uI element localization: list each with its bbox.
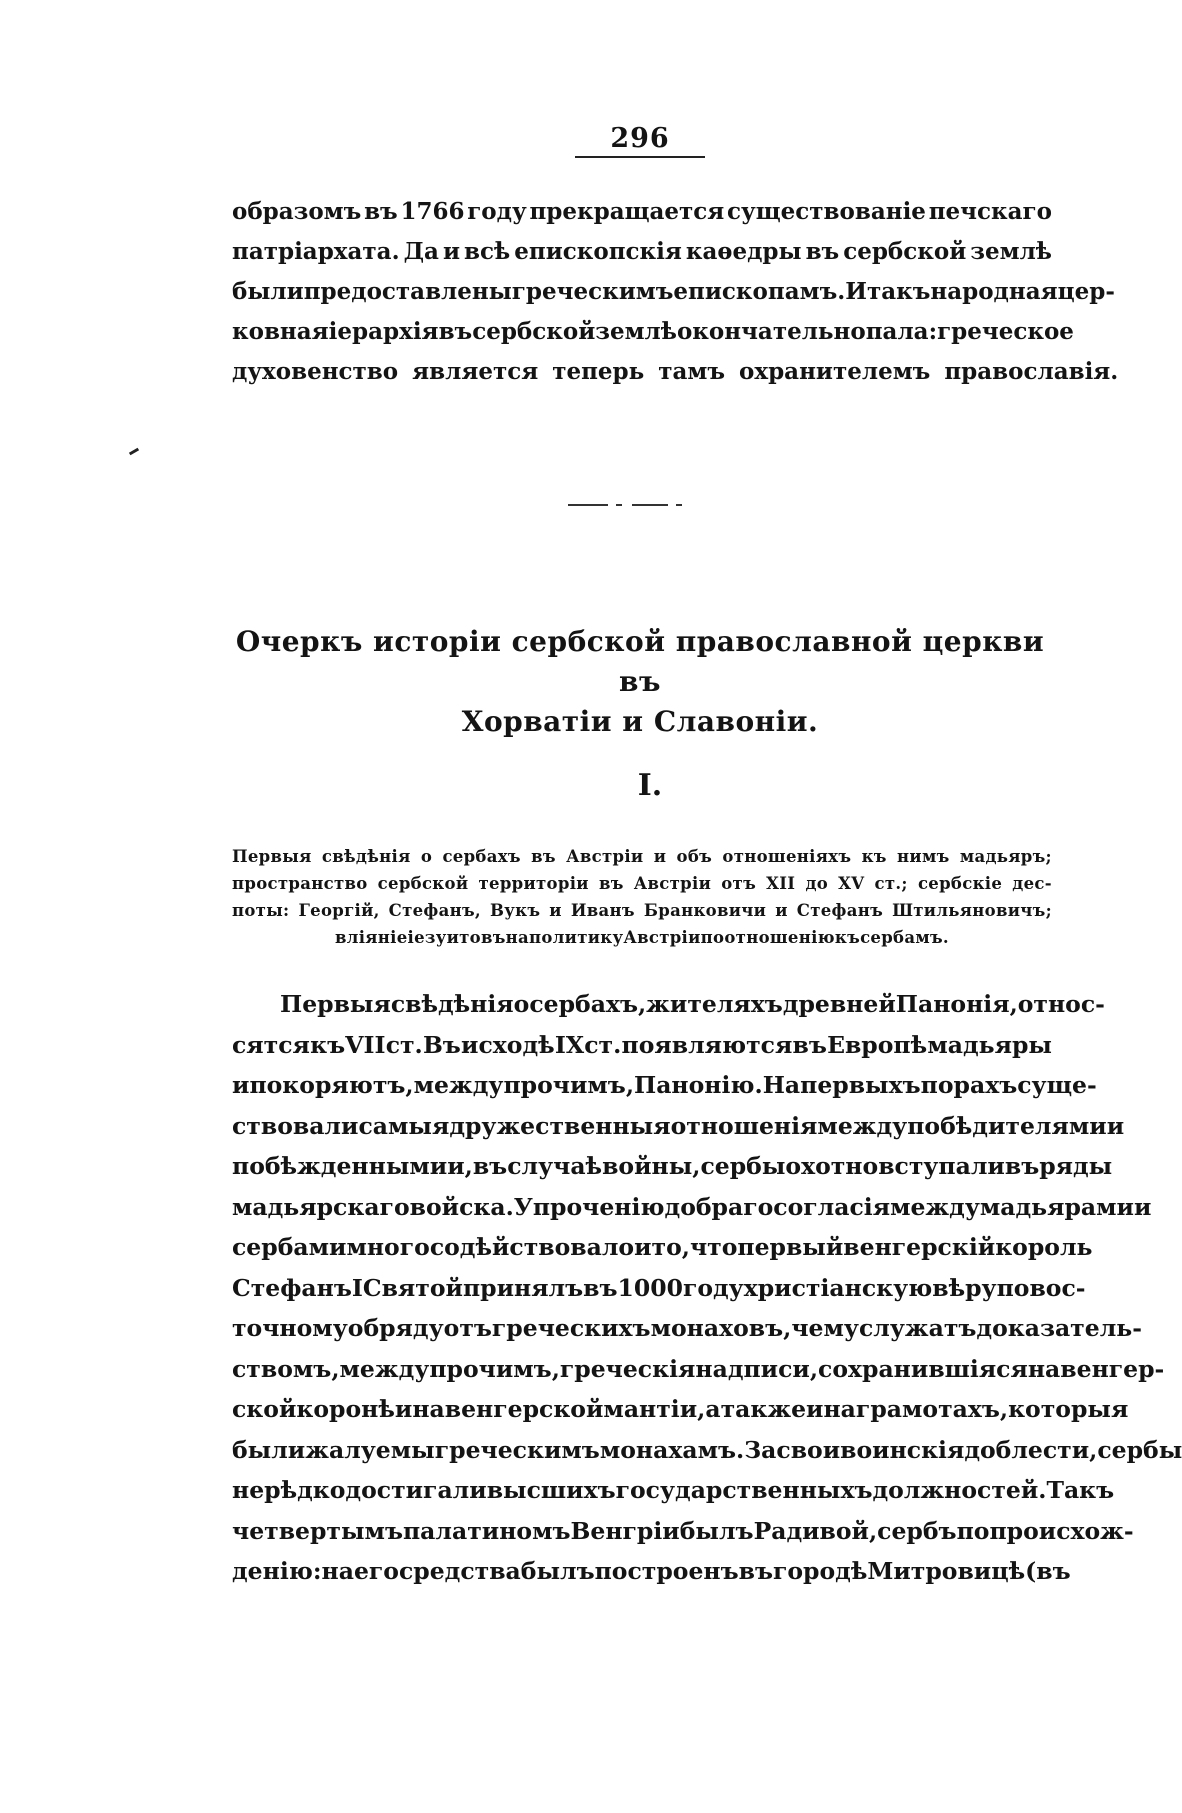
word: Радивой, [753,1516,878,1545]
word: въ [738,1557,773,1585]
word: сербской [377,874,469,893]
word: и [1134,1192,1152,1221]
word: И [845,278,867,305]
text-line [232,897,1052,924]
word: монахамъ. [599,1435,745,1464]
word: каѳедры [685,238,802,265]
word: сербамъ. [860,928,949,947]
word: прочимъ, [429,1354,560,1383]
text-line [232,1470,1115,1511]
word: и [394,1395,413,1423]
word: греческимъ [434,1435,600,1464]
word: цер- [1057,278,1115,305]
word: надписи, [695,1354,819,1383]
word: вступали [878,1152,1005,1180]
word: высшихъ [486,1476,616,1504]
word: въ [438,318,473,345]
word: пространство [232,874,368,893]
body-paragraph [232,984,1182,1592]
word: Стефанъ [796,901,884,920]
word: венгерскій [843,1233,996,1261]
word: Упроченію [513,1192,665,1221]
text-line [232,843,1052,870]
word: относ- [1017,990,1105,1018]
word: по [956,1516,990,1545]
word: греческое [937,318,1074,345]
word: Штильяновичъ; [892,901,1052,920]
word: Бранковичи [643,901,767,920]
word: ствовали [232,1111,359,1140]
word: къ [861,847,887,866]
text-line [232,1227,1093,1268]
word: сохранившіяся [818,1354,1028,1383]
text-line [232,1308,1142,1349]
word: объ [676,847,713,866]
word: нимъ [897,847,950,866]
word: и, [447,1152,473,1180]
word: IX [554,1030,585,1059]
word: народная [930,278,1058,305]
word: сербы [700,1152,786,1180]
page-number: 296 [575,122,705,158]
word: на [505,928,530,947]
word: добраго [664,1192,774,1221]
word: отъ [721,874,757,893]
word: епископскія [514,238,682,265]
word: сербской [843,238,967,265]
word: христіанскую [743,1273,933,1302]
word: по [996,1273,1030,1302]
word: былъ [679,1516,754,1545]
word: территоріи [478,874,589,893]
chapter-title [230,622,1050,742]
text-line [232,924,1052,951]
word: первый [737,1233,844,1261]
word: содѣйствовало [429,1233,635,1261]
text-line [232,984,1105,1025]
word: появляются [621,1030,793,1059]
word: согласія [773,1192,891,1221]
word: что [689,1233,738,1261]
word: греческимъ [511,278,674,305]
word: въ [598,874,624,893]
word: мадьярскаго [232,1192,410,1221]
word: землѣ [970,238,1052,265]
word: случаѣ [507,1152,603,1180]
text-line [232,1551,1071,1592]
word: прекращается [529,198,725,225]
word: теперь [552,358,645,385]
top-paragraph [232,192,1119,392]
word: покоряютъ, [249,1071,414,1099]
word: отношенія [670,1111,818,1140]
word: VII [345,1030,386,1059]
word: его [353,1557,399,1585]
text-line [232,870,1052,897]
word: четвертымъ [232,1516,403,1545]
word: монаховъ, [650,1314,792,1342]
word: ст.; [874,874,908,893]
word: воинскія [840,1435,965,1464]
section-summary [232,843,1052,951]
word: дружественныя [449,1111,671,1140]
word: между [339,1354,430,1383]
word: въ [531,847,556,866]
word: году [467,198,527,225]
word: свѣдѣнія [321,847,411,866]
word: Первыя [280,990,391,1018]
word: достигали [345,1476,487,1504]
word: мантіи, [603,1395,706,1423]
word: и [442,238,461,265]
text-line [232,1187,1152,1228]
text-line [232,1511,1134,1552]
word: венгерской [444,1395,604,1423]
section-separator [568,504,712,508]
word: мадьяръ; [959,847,1052,866]
word: о [420,847,433,866]
word: патріархата. [232,238,400,265]
word: былъ [520,1557,595,1585]
text-line [232,1106,1125,1147]
word: (въ [1025,1557,1071,1585]
word: прочимъ, [503,1071,634,1099]
word: году [682,1273,744,1302]
word: король [995,1233,1093,1261]
word: Въ [422,1030,461,1059]
word: Такъ [1046,1476,1115,1504]
text-line [232,272,1115,312]
word: порахъ [920,1071,1018,1099]
word: должностей. [872,1476,1047,1504]
section-number: I. [637,768,663,803]
word: денію: [232,1557,322,1585]
word: Австріи [633,874,712,893]
word: охранителемъ [739,358,931,385]
word: обряду [347,1314,444,1342]
word: окончательно [676,318,866,345]
chapter-title-line-2: Хорватіи и Славоніи. [461,705,819,738]
word: печскаго [928,198,1052,225]
word: суще- [1017,1071,1097,1099]
word: и [775,901,788,920]
word: ряды [1039,1152,1113,1180]
word: между [890,1192,980,1221]
word: Стефанъ [232,1273,352,1302]
word: политику [529,928,624,947]
word: является [412,358,539,385]
word: средства [398,1557,521,1585]
word: Панонія, [895,990,1018,1018]
word: охотно [785,1152,879,1180]
word: коронѣ [296,1395,395,1423]
word: въ [583,1273,618,1302]
word: грамотахъ, [855,1395,1009,1423]
word: къ [834,928,861,947]
word: жителяхъ [646,990,783,1018]
word: нерѣдко [232,1476,346,1504]
word: вос- [1029,1273,1086,1302]
word: въ [1004,1152,1040,1180]
word: Первыя [232,847,312,866]
word: іезуитовъ [407,928,506,947]
word: и [232,1071,250,1099]
word: 1766 [400,198,465,225]
word: Святой [362,1273,463,1302]
word: тамъ [658,358,726,385]
word: ствомъ, [232,1354,340,1383]
word: землѣ [595,318,677,345]
word: сербской [472,318,596,345]
word: исходѣ [461,1030,555,1059]
word: жалуемы [305,1435,435,1464]
word: сербахъ, [529,990,647,1018]
word: къ [310,1030,346,1059]
word: Австріи [623,928,701,947]
word: ковная [232,318,329,345]
word: православія. [944,358,1119,385]
word: а [705,1395,721,1423]
word: іерархія [328,318,439,345]
word: греческихъ [491,1314,651,1342]
text-line [232,232,1052,272]
text-line [232,1430,1182,1471]
word: были [232,278,304,305]
word: Панонію. [634,1071,763,1099]
text-line [232,192,1052,232]
word: За [744,1435,777,1464]
word: Митровицѣ [867,1557,1026,1585]
word: Иванъ [570,901,635,920]
chapter-title-line-1: Очеркъ исторіи сербской православной церкви въ [235,625,1045,698]
word: между [413,1071,504,1099]
word: свѣдѣнія [390,990,514,1018]
text-line [232,312,1074,352]
word: принялъ [462,1273,584,1302]
word: которыя [1008,1395,1129,1423]
word: сербскіе [917,874,1003,893]
word: пала: [865,318,938,345]
word: много [346,1233,430,1261]
word: Георгій, [298,901,380,920]
word: Европѣ [827,1030,928,1059]
word: отъ [443,1314,492,1342]
word: Венгріи [570,1516,680,1545]
word: вѣру [932,1273,997,1302]
word: сятся [232,1030,310,1059]
word: I [351,1273,363,1302]
word: построенъ [594,1557,739,1585]
word: сербъ [877,1516,957,1545]
word: духовенство [232,358,399,385]
word: предоставлены [303,278,512,305]
margin-ink-mark [129,448,139,456]
word: войска. [409,1192,514,1221]
word: на [1027,1354,1061,1383]
word: на [823,1395,856,1423]
word: чему [791,1314,859,1342]
text-line [232,1146,1113,1187]
word: отношеніяхъ [722,847,852,866]
word: Вукъ [490,901,541,920]
word: Австріи [566,847,644,866]
word: то, [651,1233,690,1261]
text-line [232,1349,1165,1390]
word: существованіе [727,198,926,225]
word: свои [776,1435,841,1464]
word: городѣ [772,1557,868,1585]
word: такъ [866,278,931,305]
word: венгер- [1060,1354,1165,1383]
word: Стефанъ, [388,901,481,920]
word: первыхъ [800,1071,921,1099]
word: и [806,1395,824,1423]
word: отношенію [724,928,835,947]
word: ской [232,1395,297,1423]
word: Да [403,238,439,265]
word: всѣ [464,238,511,265]
word: также [720,1395,807,1423]
text-line [232,352,1119,392]
word: самыя [358,1111,450,1140]
text-line [232,1065,1097,1106]
word: 1000 [617,1273,683,1302]
word: палатиномъ [402,1516,571,1545]
word: побѣдителями [907,1111,1107,1140]
word: мадьярами [979,1192,1134,1221]
word: въ [364,198,398,225]
word: между [817,1111,908,1140]
word: XV [838,874,865,893]
word: войны, [602,1152,701,1180]
word: На [762,1071,801,1099]
word: точному [232,1314,348,1342]
word: государственныхъ [615,1476,873,1504]
word: доказатель- [976,1314,1142,1342]
word: древней [782,990,896,1018]
text-line [232,1025,1052,1066]
word: на [321,1557,354,1585]
word: и [653,847,667,866]
word: доблести, [964,1435,1098,1464]
word: въ [805,238,840,265]
word: сербахъ [442,847,521,866]
word: были [232,1435,306,1464]
word: вліяніе [335,928,408,947]
word: до [805,874,829,893]
word: XII [766,874,796,893]
word: ст. [584,1030,622,1059]
word: о [513,990,530,1018]
text-line [232,1268,1086,1309]
word: сербы [1097,1435,1182,1464]
word: служатъ [858,1314,977,1342]
word: мадьяры [927,1030,1052,1059]
word: и [549,901,562,920]
word: побѣжденными [232,1152,448,1180]
word: образомъ [232,198,362,225]
word: и [634,1233,652,1261]
word: и [1106,1111,1125,1140]
word: ст. [385,1030,423,1059]
word: дес- [1012,874,1052,893]
word: на [412,1395,445,1423]
word: поты: [232,901,290,920]
text-line [232,1389,1129,1430]
word: греческія [559,1354,696,1383]
word: въ [792,1030,827,1059]
word: въ [472,1152,508,1180]
word: происхож- [989,1516,1134,1545]
word: по [700,928,725,947]
word: епископамъ. [673,278,846,305]
word: сербами [232,1233,347,1261]
